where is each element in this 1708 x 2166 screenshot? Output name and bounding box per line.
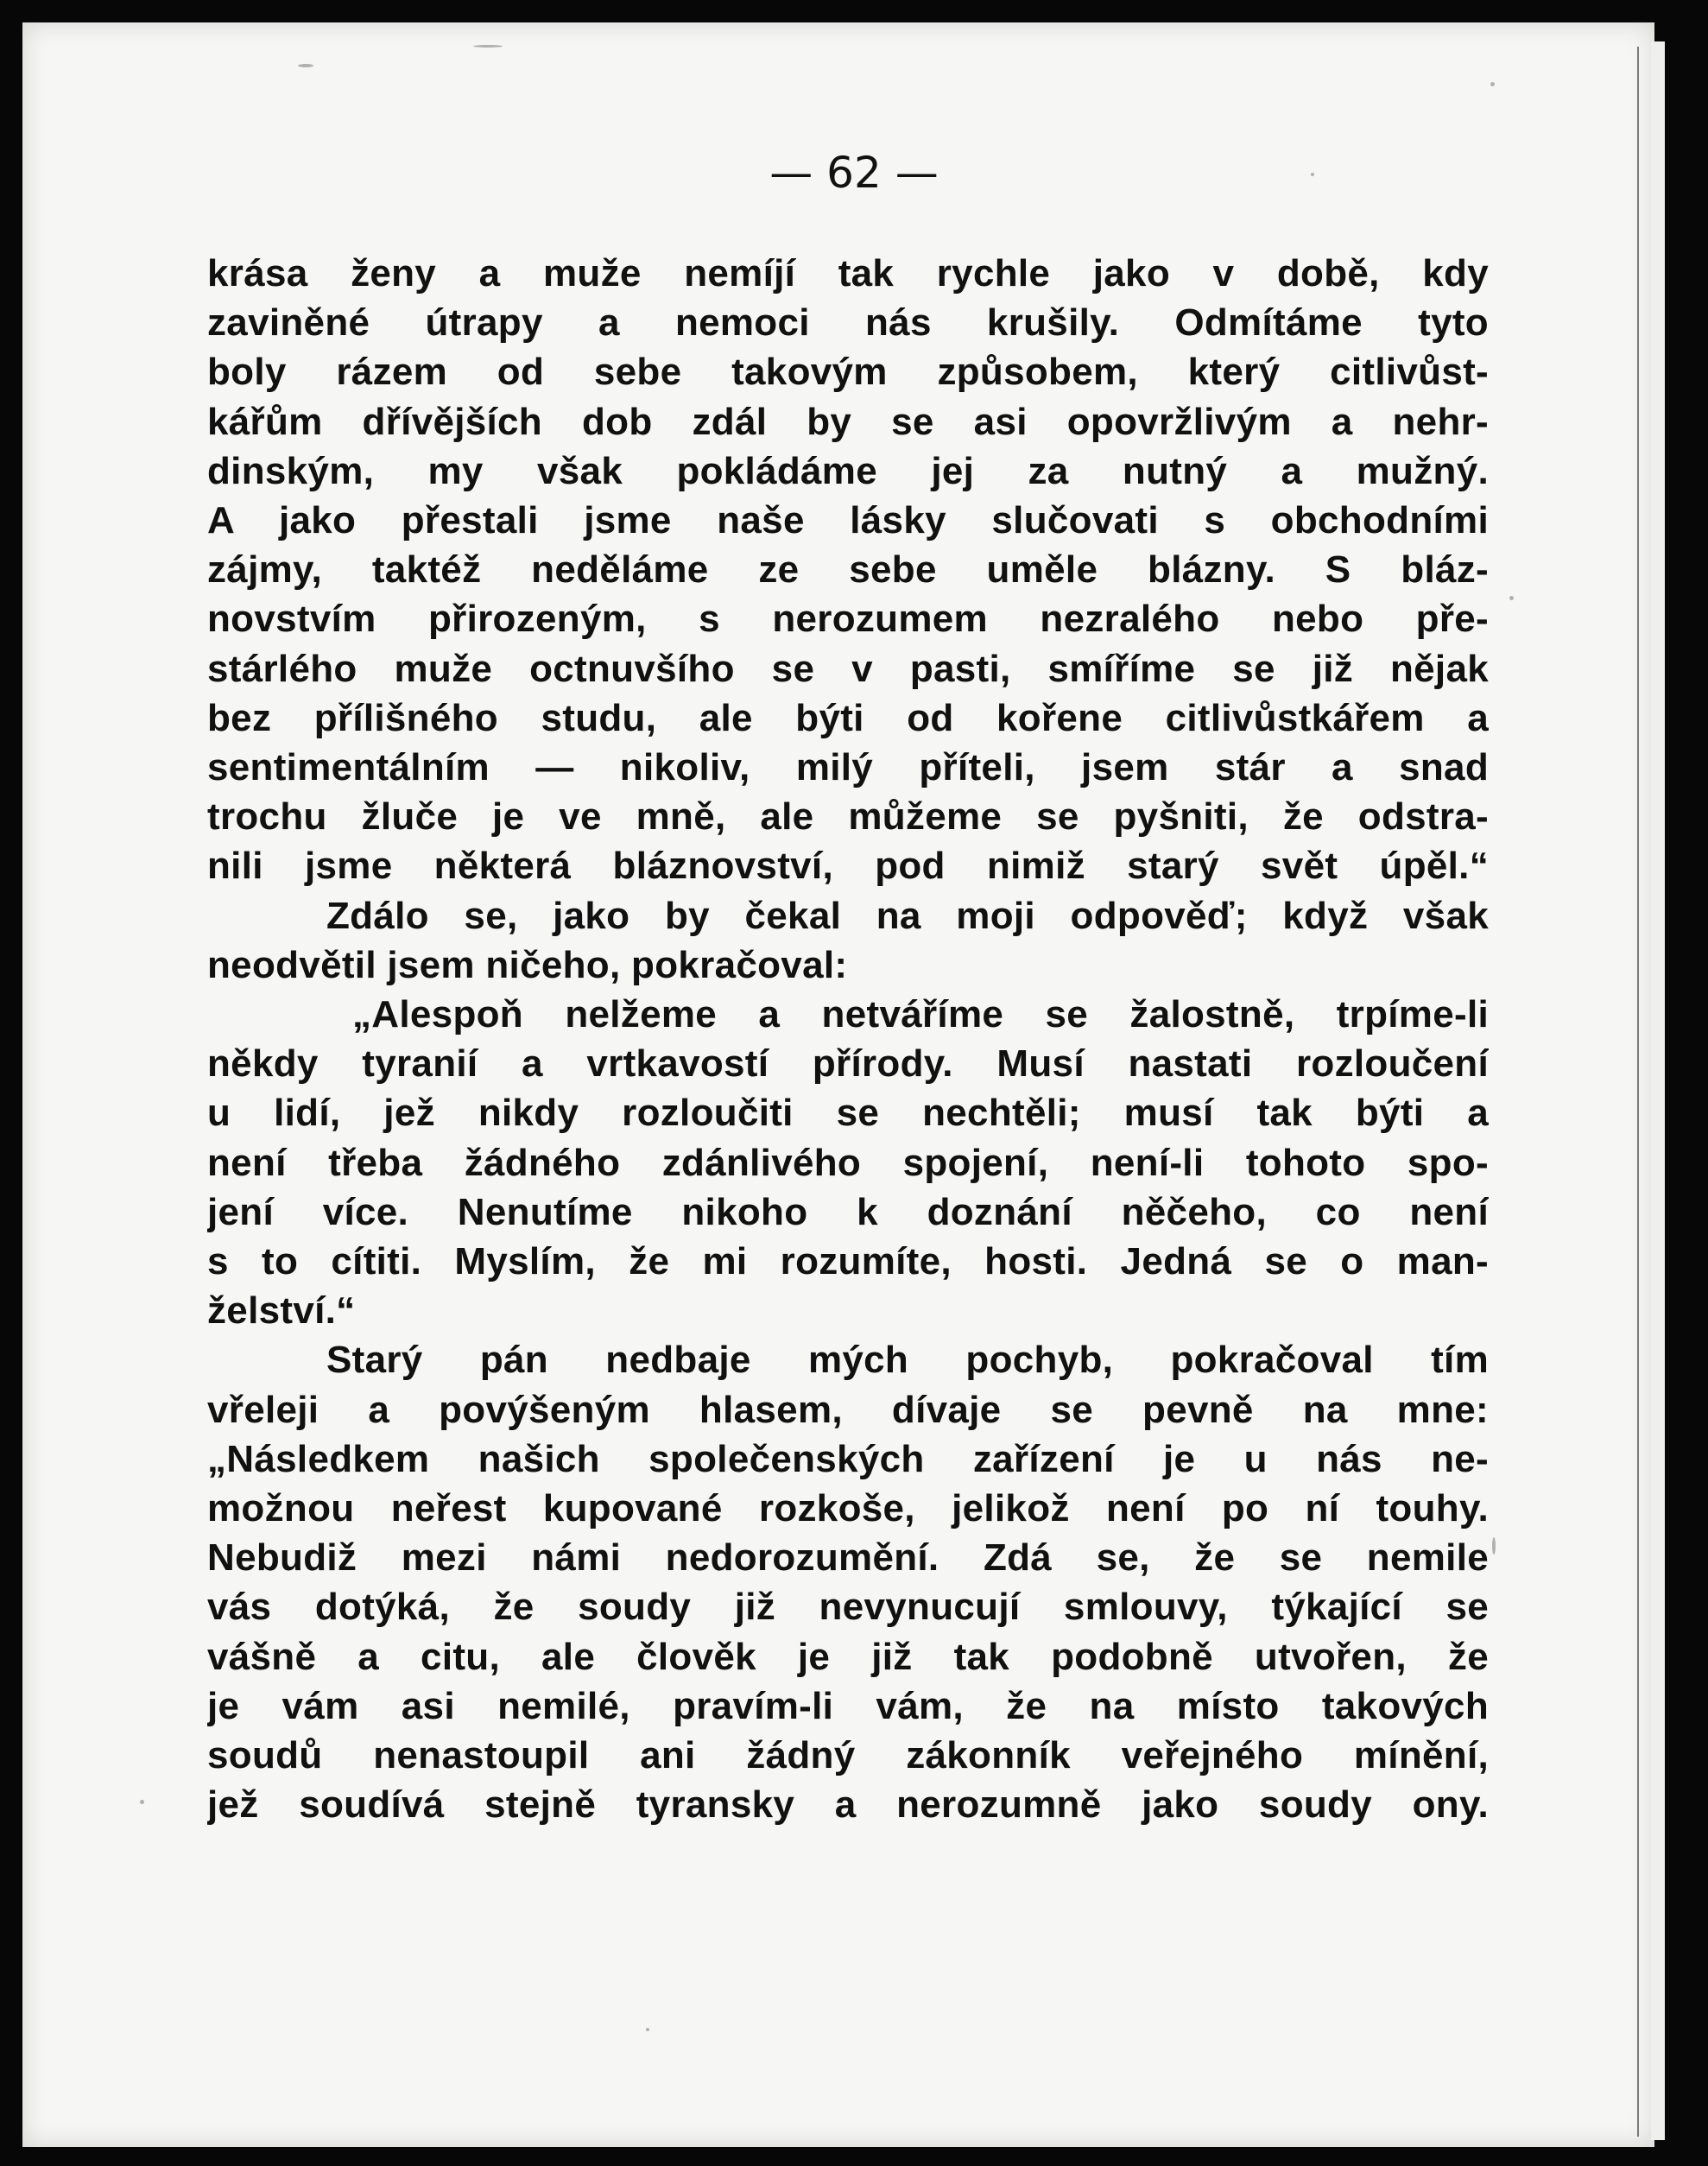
text-line: dinským, my však pokládáme jej za nutný a mužný. xyxy=(207,449,1489,492)
text-line: kářům dřívějších dob zdál by se asi opovržlivým a nehr- xyxy=(207,400,1489,443)
scan-speckle xyxy=(646,2028,649,2031)
body-text xyxy=(207,249,1489,1830)
text-line: jež soudívá stejně tyransky a nerozumně jako soudy ony. xyxy=(207,1783,1489,1827)
text-line: soudů nenastoupil ani žádný zákonník veřejného mínění, xyxy=(207,1734,1489,1777)
scan-speckle xyxy=(140,1800,144,1804)
text-line: vřeleji a povýšeným hlasem, dívaje se pevně na mne: xyxy=(207,1388,1489,1431)
text-line: sentimentálním — nikoliv, milý příteli, jsem stár a snad xyxy=(207,746,1489,789)
text-line: bez přílišného studu, ale býti od kořene citlivůstkářem a xyxy=(207,696,1489,739)
text-line: krása ženy a muže nemíjí tak rychle jako v době, kdy xyxy=(207,252,1489,294)
text-line: vášně a citu, ale člověk je již tak podobně utvořen, že xyxy=(207,1635,1489,1678)
text-line: stárlého muže octnuvšího se v pasti, smíříme se již nějak xyxy=(207,647,1489,690)
text-line: neodvětil jsem ničeho, pokračoval: xyxy=(207,943,848,986)
text-line: nili jsme některá bláznovství, pod nimiž starý svět úpěl.“ xyxy=(207,845,1489,888)
text-line: trochu žluče je ve mně, ale můžeme se pyšniti, že odstra- xyxy=(207,795,1489,839)
text-line: Zdálo se, jako by čekal na moji odpověď; když však xyxy=(326,894,1489,937)
scan-speckle xyxy=(1311,173,1314,176)
text-line: želství.“ xyxy=(207,1289,356,1333)
scan-speckle xyxy=(473,45,503,48)
text-line: u lidí, jež nikdy rozloučiti se nechtěli; musí tak býti a xyxy=(207,1092,1489,1135)
paragraph-2 xyxy=(207,891,1489,990)
page-edge-shadow xyxy=(1637,47,1639,2137)
text-line: vás dotýká, že soudy již nevynucují smlouvy, týkající se xyxy=(207,1586,1489,1629)
text-line: „Následkem našich společenských zařízení je u nás ne- xyxy=(207,1437,1489,1480)
text-line: novstvím přirozeným, s nerozumem nezralého nebo pře- xyxy=(207,598,1489,641)
paragraph-3 xyxy=(207,990,1489,1335)
text-line: s to cítiti. Myslím, že mi rozumíte, hosti. Jedná se o man- xyxy=(207,1240,1489,1283)
paragraph-4 xyxy=(207,1335,1489,1829)
text-line: zájmy, taktéž neděláme ze sebe uměle blázny. S bláz- xyxy=(207,548,1489,592)
page-number: — 62 — xyxy=(769,148,939,198)
text-line: není třeba žádného zdánlivého spojení, není-li tohoto spo- xyxy=(207,1141,1489,1184)
text-line: A jako přestali jsme naše lásky slučovati s obchodními xyxy=(207,499,1489,542)
scan-speckle xyxy=(1490,82,1495,86)
text-line: Starý pán nedbaje mých pochyb, pokračoval tím xyxy=(326,1339,1489,1382)
scan-speckle xyxy=(1492,1537,1496,1555)
text-line: Nebudiž mezi námi nedorozumění. Zdá se, že se nemile xyxy=(207,1536,1489,1580)
text-line: jení více. Nenutíme nikoho k doznání něčeho, co není xyxy=(207,1190,1489,1233)
scan-speckle xyxy=(298,64,313,67)
paragraph-1 xyxy=(207,249,1489,891)
page-edge xyxy=(1651,41,1665,2140)
text-line: někdy tyranií a vrtkavostí přírody. Musí nastati rozloučení xyxy=(207,1042,1489,1086)
text-line: zaviněné útrapy a nemoci nás krušily. Odmítáme tyto xyxy=(207,301,1489,345)
text-line: boly rázem od sebe takovým způsobem, který citlivůst- xyxy=(207,351,1489,394)
text-line: možnou neřest kupované rozkoše, jelikož není po ní touhy. xyxy=(207,1487,1489,1530)
text-line: „Alespoň nelžeme a netváříme se žalostně, trpíme-li xyxy=(352,993,1489,1036)
text-line: je vám asi nemilé, pravím-li vám, že na místo takových xyxy=(207,1684,1489,1727)
scan-speckle xyxy=(1509,596,1514,600)
